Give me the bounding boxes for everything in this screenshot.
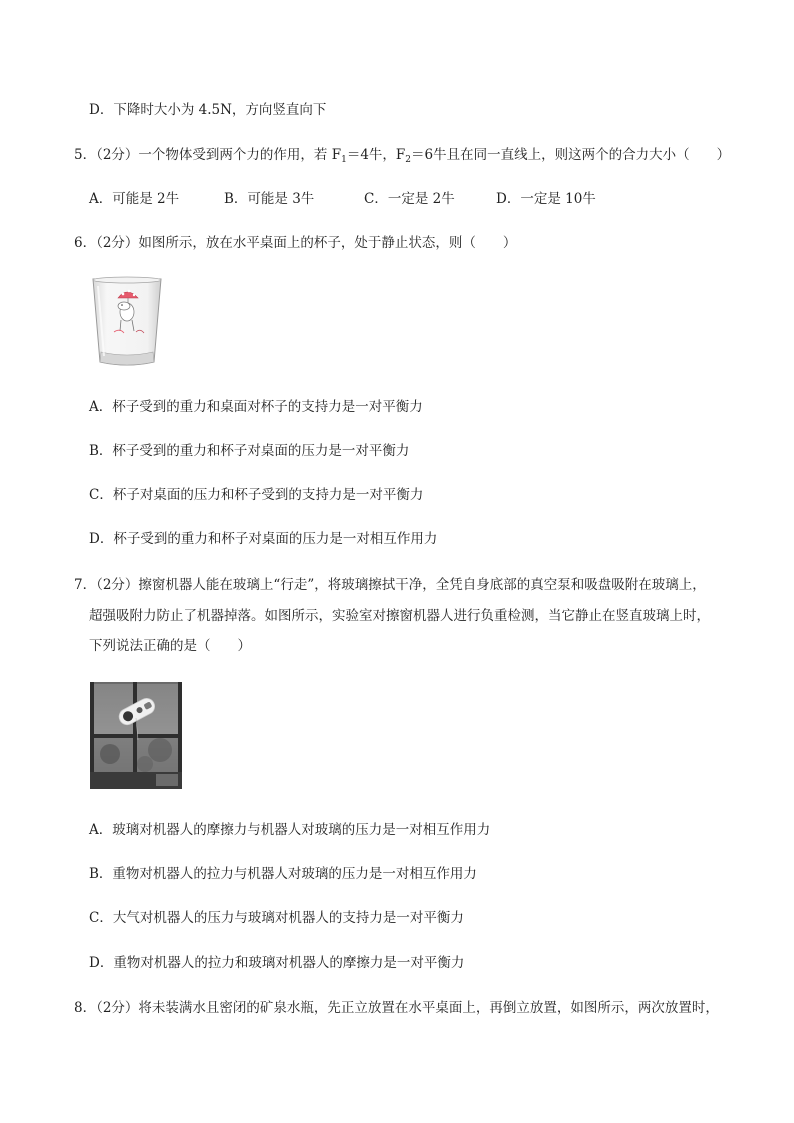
q5-sub2: 2 [405, 155, 412, 165]
window-robot-photo [90, 682, 182, 789]
q5-option-c: C．一定是 2牛 [364, 191, 455, 207]
q4-option-d: D．下降时大小为 4.5N，方向竖直向下 [89, 102, 327, 118]
q7-option-c: C．大气对机器人的压力与玻璃对机器人的支持力是一对平衡力 [89, 910, 464, 926]
q7-stem-line-3: 下列说法正确的是（ ） [89, 638, 251, 654]
glass-cup-figure [90, 276, 164, 370]
q5-option-d: D．一定是 10牛 [496, 191, 596, 207]
q6-option-b: B．杯子受到的重力和杯子对桌面的压力是一对平衡力 [89, 443, 410, 459]
q6-option-a: A．杯子受到的重力和桌面对杯子的支持力是一对平衡力 [89, 399, 423, 415]
q8-stem: 8．（2分）将未装满水且密闭的矿泉水瓶，先正立放置在水平桌面上，再倒立放置，如图所示，两次放置时， [74, 1000, 719, 1016]
q7-option-b: B．重物对机器人的拉力与机器人对玻璃的压力是一对相互作用力 [89, 866, 477, 882]
q6-stem: 6．（2分）如图所示，放在水平桌面上的杯子，处于静止状态，则（ ） [74, 235, 517, 251]
q6-option-d: D．杯子受到的重力和杯子对桌面的压力是一对相互作用力 [89, 531, 438, 547]
q7-stem-line-2: 超强吸附力防止了机器掉落。如图所示，实验室对擦窗机器人进行负重检测，当它静止在竖直玻璃上时， [89, 608, 710, 624]
q5-option-b: B．可能是 3牛 [224, 191, 315, 207]
q6-option-c: C．杯子对桌面的压力和杯子受到的支持力是一对平衡力 [89, 487, 424, 503]
q5-stem-b: ＝4牛，F [346, 147, 406, 163]
q5-stem-c: ＝6牛且在同一直线上，则这两个的合力大小（ ） [411, 147, 731, 163]
q5-stem [74, 146, 730, 164]
q5-sub1: 1 [341, 155, 347, 165]
q5-stem-a: 5．（2分）一个物体受到两个力的作用，若 F [74, 147, 342, 163]
q7-stem-line-1: 7．（2分）擦窗机器人能在玻璃上“行走”，将玻璃擦拭干净，全凭自身底部的真空泵和吸盘吸附在玻璃上， [74, 577, 706, 593]
q7-option-a: A．玻璃对机器人的摩擦力与机器人对玻璃的压力是一对相互作用力 [89, 822, 491, 838]
q5-option-a: A．可能是 2牛 [89, 191, 180, 207]
q7-option-d: D．重物对机器人的拉力和玻璃对机器人的摩擦力是一对平衡力 [89, 955, 465, 971]
